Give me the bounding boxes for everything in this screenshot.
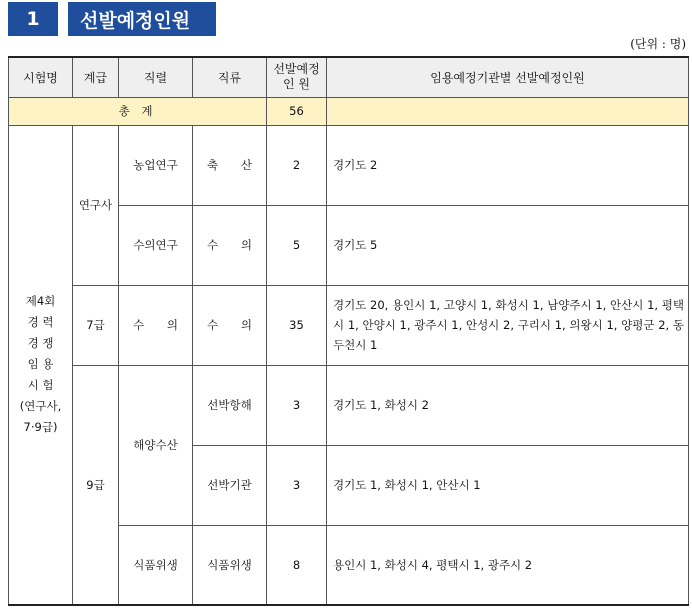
class-cell: 식품위생	[193, 525, 267, 605]
count-cell: 8	[267, 525, 327, 605]
series-char: 의	[166, 318, 178, 332]
header-count-line1: 선발예정	[273, 62, 320, 77]
series-cell	[119, 285, 193, 365]
grade-7: 7급	[73, 285, 119, 365]
agency-cell: 경기도 5	[327, 205, 689, 285]
series-cell: 농업연구	[119, 125, 193, 205]
class-char: 축	[207, 158, 219, 172]
series-char: 수	[133, 318, 145, 332]
table-header-row	[9, 57, 689, 97]
agency-cell: 경기도 1, 화성시 2	[327, 365, 689, 445]
class-char: 산	[240, 158, 252, 172]
count-cell: 5	[267, 205, 327, 285]
table-row	[9, 125, 689, 205]
total-agency	[327, 97, 689, 125]
count-cell: 35	[267, 285, 327, 365]
grade-researcher: 연구사	[73, 125, 119, 285]
class-char: 의	[240, 318, 252, 332]
series-marine: 해양수산	[119, 365, 193, 525]
grade-9: 9급	[73, 365, 119, 605]
agency-cell: 경기도 20, 용인시 1, 고양시 1, 화성시 1, 남양주시 1, 안산시 1, 평택시 1, 안양시 1, 광주시 1, 안성시 2, 구리시 1, 의왕시 1, 양평군 2, 동두천시 1	[327, 285, 689, 365]
exam-name-line: (연구사,	[19, 399, 62, 414]
exam-name-line: 7·9급)	[23, 420, 58, 435]
class-char: 수	[207, 318, 219, 332]
table-row	[9, 365, 689, 445]
section-title: 선발예정인원	[68, 2, 216, 36]
header-count	[267, 57, 327, 97]
header-agency: 임용예정기관별 선발예정인원	[327, 57, 689, 97]
header-grade: 계급	[73, 57, 119, 97]
table-row	[9, 285, 689, 365]
class-cell: 선박기관	[193, 445, 267, 525]
recruitment-table	[8, 56, 689, 606]
header-series: 직렬	[119, 57, 193, 97]
class-cell	[193, 285, 267, 365]
header-class: 직류	[193, 57, 267, 97]
class-char: 의	[240, 238, 252, 252]
exam-name-cell	[9, 125, 73, 605]
header-count-line2: 인 원	[283, 77, 310, 92]
series-cell: 식품위생	[119, 525, 193, 605]
count-cell: 3	[267, 445, 327, 525]
exam-name-line: 시 험	[27, 378, 54, 393]
series-cell: 수의연구	[119, 205, 193, 285]
class-cell	[193, 205, 267, 285]
total-count: 56	[267, 97, 327, 125]
header-exam: 시험명	[9, 57, 73, 97]
exam-name-line: 제4회	[25, 294, 56, 309]
unit-note: (단위 : 명)	[630, 37, 686, 51]
exam-name-line: 경 력	[27, 315, 54, 330]
agency-cell: 경기도 2	[327, 125, 689, 205]
agency-cell: 용인시 1, 화성시 4, 평택시 1, 광주시 2	[327, 525, 689, 605]
exam-name-line: 임 용	[27, 357, 54, 372]
class-cell	[193, 125, 267, 205]
section-number: 1	[8, 2, 58, 36]
agency-cell: 경기도 1, 화성시 1, 안산시 1	[327, 445, 689, 525]
class-cell: 선박항해	[193, 365, 267, 445]
class-char: 수	[207, 238, 219, 252]
count-cell: 3	[267, 365, 327, 445]
section-header	[8, 2, 216, 36]
total-label: 총 계	[9, 97, 267, 125]
total-row	[9, 97, 689, 125]
count-cell: 2	[267, 125, 327, 205]
exam-name-line: 경 쟁	[27, 336, 54, 351]
